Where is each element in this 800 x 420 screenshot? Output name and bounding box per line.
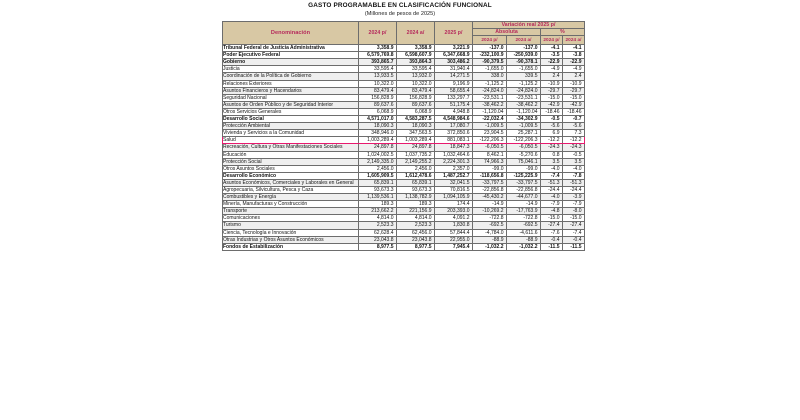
cell-2025p: 4,091.2	[435, 215, 473, 222]
cell-2024p: 18,090.3	[359, 123, 397, 130]
cell-abs-2024p: -118,656.8	[473, 172, 507, 179]
cell-pct-2024p: -4.9	[541, 66, 563, 73]
cell-abs-2024p: -1,032.2	[473, 243, 507, 250]
row-label: Gobierno	[223, 59, 359, 66]
cell-abs-2024a: -24,824.0	[507, 87, 541, 94]
cell-2024p: 348,946.0	[359, 130, 397, 137]
header-denominacion: Denominación	[223, 22, 359, 45]
cell-2025p: 58,655.4	[435, 87, 473, 94]
cell-pct-2024a: -8.0	[563, 208, 585, 215]
row-label: Relaciones Exteriores	[223, 80, 359, 87]
cell-2024a: 1,003,289.4	[397, 137, 435, 144]
cell-pct-2024p: -24.4	[541, 186, 563, 193]
cell-abs-2024a: 75,046.1	[507, 158, 541, 165]
cell-2025p: 9,196.9	[435, 80, 473, 87]
cell-pct-2024p: 3.5	[541, 158, 563, 165]
cell-pct-2024a: -42.9	[563, 101, 585, 108]
cell-2024a: 4,583,287.5	[397, 116, 435, 123]
cell-2024p: 10,322.0	[359, 80, 397, 87]
cell-abs-2024p: -14.9	[473, 201, 507, 208]
cell-2025p: 51,175.4	[435, 101, 473, 108]
cell-2024p: 33,595.4	[359, 66, 397, 73]
cell-2024a: 1,612,478.6	[397, 172, 435, 179]
cell-pct-2024a: -24.3	[563, 144, 585, 151]
cell-pct-2024a: -0.4	[563, 236, 585, 243]
cell-pct-2024a: 2.4	[563, 73, 585, 80]
cell-2024p: 1,605,909.5	[359, 172, 397, 179]
cell-2025p: 57,844.4	[435, 229, 473, 236]
table-body	[223, 45, 585, 251]
cell-pct-2024p: -0.4	[541, 236, 563, 243]
cell-2024a: 189.3	[397, 201, 435, 208]
row-label: Tribunal Federal de Justicia Administrativa	[223, 45, 359, 52]
cell-pct-2024p: -42.9	[541, 101, 563, 108]
cell-2025p: 31,940.4	[435, 66, 473, 73]
cell-abs-2024a: -22,856.8	[507, 186, 541, 193]
cell-2024a: 65,839.1	[397, 179, 435, 186]
row-label: Asuntos de Orden Público y de Seguridad Interior	[223, 101, 359, 108]
table-row[interactable]	[223, 144, 585, 151]
table-row[interactable]	[223, 201, 585, 208]
header-abs-2024a: 2024 a/	[507, 36, 541, 45]
cell-pct-2024a: -4.9	[563, 66, 585, 73]
cell-2024p: 1,024,002.5	[359, 151, 397, 158]
cell-pct-2024a: -3.8	[563, 52, 585, 59]
cell-abs-2024a: -6,050.5	[507, 144, 541, 151]
cell-pct-2024a: -7.8	[563, 172, 585, 179]
cell-abs-2024p: -232,100.9	[473, 52, 507, 59]
cell-abs-2024a: -4,611.6	[507, 229, 541, 236]
cell-pct-2024p: -7.9	[541, 201, 563, 208]
row-label: Otros Asuntos Sociales	[223, 165, 359, 172]
cell-2025p: 372,850.6	[435, 130, 473, 137]
cell-2025p: 1,830.8	[435, 222, 473, 229]
cell-pct-2024p: -18.46	[541, 108, 563, 115]
cell-2024p: 23,043.8	[359, 236, 397, 243]
table-row[interactable]	[223, 243, 585, 250]
cell-2024p: 393,865.7	[359, 59, 397, 66]
cell-abs-2024p: -99.0	[473, 165, 507, 172]
cell-2025p: 133,297.7	[435, 94, 473, 101]
cell-pct-2024p: 2.4	[541, 73, 563, 80]
table-row[interactable]	[223, 59, 585, 66]
row-label: Recreación, Cultura y Otras Manifestaciones Sociales	[223, 144, 359, 151]
cell-pct-2024p: -15.0	[541, 215, 563, 222]
row-label: Combustibles y Energía	[223, 194, 359, 201]
cell-pct-2024p: -15.0	[541, 94, 563, 101]
cell-2024a: 156,828.9	[397, 94, 435, 101]
cell-abs-2024a: -17,763.9	[507, 208, 541, 215]
table-row[interactable]	[223, 73, 585, 80]
cell-abs-2024p: -122,206.3	[473, 137, 507, 144]
cell-2024a: 221,156.9	[397, 208, 435, 215]
cell-abs-2024p: -23,531.1	[473, 94, 507, 101]
cell-2024p: 2,523.3	[359, 222, 397, 229]
cell-pct-2024a: -27.4	[563, 222, 585, 229]
cell-2025p: 22,955.0	[435, 236, 473, 243]
cell-2024p: 3,358.9	[359, 45, 397, 52]
cell-abs-2024p: -6,050.5	[473, 144, 507, 151]
cell-2024a: 2,523.3	[397, 222, 435, 229]
cell-2024p: 2,456.0	[359, 165, 397, 172]
table-row[interactable]	[223, 165, 585, 172]
cell-2024p: 1,139,536.1	[359, 194, 397, 201]
cell-2025p: 881,083.1	[435, 137, 473, 144]
row-label: Minería, Manufacturas y Construcción	[223, 201, 359, 208]
cell-2024p: 6,068.9	[359, 108, 397, 115]
cell-abs-2024p: -22,032.4	[473, 116, 507, 123]
table-row[interactable]	[223, 222, 585, 229]
cell-pct-2024a: -3.9	[563, 194, 585, 201]
cell-2024p: 62,628.4	[359, 229, 397, 236]
cell-abs-2024a: -722.8	[507, 215, 541, 222]
cell-2025p: 4,948.8	[435, 108, 473, 115]
table-row[interactable]	[223, 80, 585, 87]
cell-pct-2024a: -10.9	[563, 80, 585, 87]
table-row[interactable]	[223, 186, 585, 193]
cell-pct-2024a: -15.0	[563, 215, 585, 222]
cell-pct-2024a: -0.5	[563, 151, 585, 158]
cell-2025p: 2,224,301.3	[435, 158, 473, 165]
table-row[interactable]	[223, 137, 585, 144]
cell-pct-2024a: -4.1	[563, 45, 585, 52]
table-header	[223, 22, 585, 45]
table-row[interactable]	[223, 108, 585, 115]
table-row[interactable]	[223, 215, 585, 222]
cell-2024p: 4,814.0	[359, 215, 397, 222]
table-row[interactable]	[223, 236, 585, 243]
cell-2024p: 83,479.4	[359, 87, 397, 94]
cell-2024a: 83,479.4	[397, 87, 435, 94]
cell-pct-2024a: -0.7	[563, 116, 585, 123]
cell-pct-2024a: -15.0	[563, 94, 585, 101]
cell-2024p: 89,637.6	[359, 101, 397, 108]
row-label: Coordinación de la Política de Gobierno	[223, 73, 359, 80]
cell-2024a: 1,138,782.9	[397, 194, 435, 201]
cell-2024a: 1,037,735.2	[397, 151, 435, 158]
cell-abs-2024a: 25,287.1	[507, 130, 541, 137]
row-label: Justicia	[223, 66, 359, 73]
cell-abs-2024p: -33,797.5	[473, 179, 507, 186]
cell-pct-2024a: -7.4	[563, 229, 585, 236]
row-label: Ciencia, Tecnología e Innovación	[223, 229, 359, 236]
table-row[interactable]	[223, 45, 585, 52]
cell-pct-2024p: -7.6	[541, 229, 563, 236]
cell-2024a: 2,456.0	[397, 165, 435, 172]
cell-2025p: 3,221.9	[435, 45, 473, 52]
cell-abs-2024a: -1,032.2	[507, 243, 541, 250]
cell-2025p: 1,094,105.9	[435, 194, 473, 201]
cell-2024p: 65,839.1	[359, 179, 397, 186]
table-row[interactable]	[223, 116, 585, 123]
cell-abs-2024p: -22,856.8	[473, 186, 507, 193]
cell-pct-2024p: -4.1	[541, 45, 563, 52]
cell-pct-2024p: -7.4	[541, 172, 563, 179]
cell-abs-2024a: -99.0	[507, 165, 541, 172]
cell-2024a: 18,090.3	[397, 123, 435, 130]
functional-expenditure-table	[222, 21, 585, 251]
cell-pct-2024p: -27.4	[541, 222, 563, 229]
cell-abs-2024a: -90,378.1	[507, 59, 541, 66]
table-row[interactable]	[223, 194, 585, 201]
cell-2025p: 174.4	[435, 201, 473, 208]
cell-2024a: 393,864.3	[397, 59, 435, 66]
table-container	[222, 21, 584, 251]
cell-2024a: 62,456.0	[397, 229, 435, 236]
cell-abs-2024p: -45,430.2	[473, 194, 507, 201]
cell-2025p: 1,487,252.7	[435, 172, 473, 179]
cell-2024p: 156,828.9	[359, 94, 397, 101]
cell-pct-2024a: -24.4	[563, 186, 585, 193]
cell-pct-2024p: -4.0	[541, 165, 563, 172]
cell-2025p: 303,486.2	[435, 59, 473, 66]
cell-abs-2024p: -10,269.2	[473, 208, 507, 215]
cell-pct-2024p: -10.9	[541, 80, 563, 87]
table-row[interactable]	[223, 172, 585, 179]
cell-abs-2024p: 8,462.1	[473, 151, 507, 158]
row-label: Asuntos Financieros y Hacendarios	[223, 87, 359, 94]
cell-pct-2024a: 3.5	[563, 158, 585, 165]
table-row[interactable]	[223, 229, 585, 236]
cell-2024a: 347,563.5	[397, 130, 435, 137]
cell-pct-2024a: -7.9	[563, 201, 585, 208]
cell-abs-2024p: 74,966.3	[473, 158, 507, 165]
cell-pct-2024a: -51.3	[563, 179, 585, 186]
row-label: Protección Social	[223, 158, 359, 165]
cell-pct-2024p: -12.2	[541, 137, 563, 144]
cell-2024a: 33,595.4	[397, 66, 435, 73]
cell-2024a: 89,637.6	[397, 101, 435, 108]
row-label: Desarrollo Económico	[223, 172, 359, 179]
page-title: GASTO PROGRAMABLE EN CLASIFICACIÓN FUNCIONAL	[308, 2, 492, 9]
cell-abs-2024a: -38,462.2	[507, 101, 541, 108]
row-label: Educación	[223, 151, 359, 158]
cell-2025p: 2,357.0	[435, 165, 473, 172]
cell-2024a: 24,897.8	[397, 144, 435, 151]
row-label: Asuntos Económicos, Comerciales y Laborales en General	[223, 179, 359, 186]
cell-abs-2024a: -250,939.0	[507, 52, 541, 59]
row-label: Seguridad Nacional	[223, 94, 359, 101]
row-label: Desarrollo Social	[223, 116, 359, 123]
cell-abs-2024a: -122,206.3	[507, 137, 541, 144]
table-row[interactable]	[223, 123, 585, 130]
cell-abs-2024a: -88.9	[507, 236, 541, 243]
row-label: Transporte	[223, 208, 359, 215]
cell-abs-2024p: -1,009.5	[473, 123, 507, 130]
cell-pct-2024a: -11.5	[563, 243, 585, 250]
cell-2024p: 6,579,769.8	[359, 52, 397, 59]
table-row[interactable]	[223, 87, 585, 94]
cell-abs-2024p: 338.0	[473, 73, 507, 80]
row-label: Comunicaciones	[223, 215, 359, 222]
cell-2024p: 24,897.8	[359, 144, 397, 151]
cell-abs-2024a: -44,677.0	[507, 194, 541, 201]
cell-2024a: 10,322.0	[397, 80, 435, 87]
cell-abs-2024a: -692.5	[507, 222, 541, 229]
cell-2024p: 189.3	[359, 201, 397, 208]
header-absoluta: Absoluta	[473, 29, 541, 36]
header-abs-2024p: 2024 p/	[473, 36, 507, 45]
cell-abs-2024a: -1,125.2	[507, 80, 541, 87]
cell-2024p: 1,003,289.4	[359, 137, 397, 144]
cell-2025p: 6,347,668.9	[435, 52, 473, 59]
header-variacion-group: Variación real 2025 p/	[473, 22, 585, 29]
row-label: Salud	[223, 137, 359, 144]
cell-2025p: 7,945.4	[435, 243, 473, 250]
row-label: Otras Industrias y Otros Asuntos Económicos	[223, 236, 359, 243]
cell-2024a: 4,814.0	[397, 215, 435, 222]
cell-2025p: 1,032,464.6	[435, 151, 473, 158]
row-label: Agropecuaria, Silvicultura, Pesca y Caza	[223, 186, 359, 193]
cell-2024a: 13,932.0	[397, 73, 435, 80]
cell-2025p: 70,816.5	[435, 186, 473, 193]
page-subtitle: (Millones de pesos de 2025)	[364, 11, 436, 17]
cell-abs-2024p: -722.8	[473, 215, 507, 222]
header-porcentaje: %	[541, 29, 585, 36]
cell-2025p: 4,548,984.6	[435, 116, 473, 123]
table-row[interactable]	[223, 179, 585, 186]
cell-2025p: 32,041.5	[435, 179, 473, 186]
cell-2024a: 2,149,255.2	[397, 158, 435, 165]
cell-2024p: 8,977.5	[359, 243, 397, 250]
header-pct-2024p: 2024 p/	[541, 36, 563, 45]
cell-2025p: 203,393.0	[435, 208, 473, 215]
cell-2024a: 8,977.5	[397, 243, 435, 250]
cell-pct-2024a: -12.2	[563, 137, 585, 144]
cell-pct-2024p: -51.3	[541, 179, 563, 186]
cell-pct-2024p: -5.6	[541, 123, 563, 130]
row-label: Otros Servicios Generales	[223, 108, 359, 115]
row-label: Turismo	[223, 222, 359, 229]
table-row[interactable]	[223, 66, 585, 73]
cell-abs-2024p: -4,784.0	[473, 229, 507, 236]
cell-pct-2024a: -22.9	[563, 59, 585, 66]
title-block	[215, 2, 585, 18]
cell-2025p: 17,080.7	[435, 123, 473, 130]
cell-abs-2024p: -137.0	[473, 45, 507, 52]
cell-pct-2024p: -24.3	[541, 144, 563, 151]
cell-abs-2024a: -137.0	[507, 45, 541, 52]
header-pct-2024a: 2024 a/	[563, 36, 585, 45]
cell-pct-2024a: -18.46	[563, 108, 585, 115]
cell-abs-2024a: -14.9	[507, 201, 541, 208]
cell-2024p: 13,933.5	[359, 73, 397, 80]
cell-2024a: 93,673.3	[397, 186, 435, 193]
cell-2024p: 2,149,335.0	[359, 158, 397, 165]
table-row[interactable]	[223, 158, 585, 165]
header-row-1	[223, 22, 585, 29]
cell-abs-2024p: -88.9	[473, 236, 507, 243]
cell-abs-2024p: -24,824.0	[473, 87, 507, 94]
header-2024p: 2024 p/	[359, 22, 397, 45]
row-label: Fondos de Estabilización	[223, 243, 359, 250]
row-label: Poder Ejecutivo Federal	[223, 52, 359, 59]
cell-2024p: 93,673.3	[359, 186, 397, 193]
cell-abs-2024a: -5,270.6	[507, 151, 541, 158]
cell-abs-2024a: -125,225.9	[507, 172, 541, 179]
header-2025p: 2025 p/	[435, 22, 473, 45]
table-row[interactable]	[223, 52, 585, 59]
cell-abs-2024a: -1,009.5	[507, 123, 541, 130]
cell-2024a: 23,043.8	[397, 236, 435, 243]
cell-abs-2024p: 23,904.5	[473, 130, 507, 137]
cell-abs-2024a: -33,797.5	[507, 179, 541, 186]
cell-abs-2024p: -1,125.2	[473, 80, 507, 87]
cell-pct-2024a: -4.0	[563, 165, 585, 172]
table-row[interactable]	[223, 94, 585, 101]
table-row[interactable]	[223, 101, 585, 108]
cell-pct-2024a: 7.3	[563, 130, 585, 137]
cell-2025p: 14,271.5	[435, 73, 473, 80]
cell-pct-2024p: -22.9	[541, 59, 563, 66]
cell-abs-2024p: -38,462.2	[473, 101, 507, 108]
cell-pct-2024p: -29.7	[541, 87, 563, 94]
cell-pct-2024p: -3.5	[541, 52, 563, 59]
cell-2024a: 6,068.9	[397, 108, 435, 115]
cell-abs-2024p: -90,379.5	[473, 59, 507, 66]
cell-2024p: 213,662.2	[359, 208, 397, 215]
row-label: Vivienda y Servicios a la Comunidad	[223, 130, 359, 137]
cell-pct-2024p: -4.0	[541, 194, 563, 201]
row-label: Protección Ambiental	[223, 123, 359, 130]
cell-2024p: 4,571,017.0	[359, 116, 397, 123]
cell-abs-2024p: -1,655.0	[473, 66, 507, 73]
cell-pct-2024a: -5.6	[563, 123, 585, 130]
cell-pct-2024p: 6.9	[541, 130, 563, 137]
header-2024a: 2024 a/	[397, 22, 435, 45]
cell-abs-2024a: -1,120.04	[507, 108, 541, 115]
table-row[interactable]	[223, 130, 585, 137]
cell-2024a: 6,598,607.9	[397, 52, 435, 59]
table-row[interactable]	[223, 208, 585, 215]
cell-pct-2024a: -29.7	[563, 87, 585, 94]
cell-abs-2024a: -34,302.9	[507, 116, 541, 123]
cell-2024a: 3,358.9	[397, 45, 435, 52]
table-row[interactable]	[223, 151, 585, 158]
cell-pct-2024p: -4.8	[541, 208, 563, 215]
cell-pct-2024p: -0.5	[541, 116, 563, 123]
cell-abs-2024a: 339.5	[507, 73, 541, 80]
cell-pct-2024p: -11.5	[541, 243, 563, 250]
cell-abs-2024a: -23,531.1	[507, 94, 541, 101]
cell-pct-2024p: 0.8	[541, 151, 563, 158]
cell-2025p: 18,847.3	[435, 144, 473, 151]
cell-abs-2024p: -692.5	[473, 222, 507, 229]
cell-abs-2024a: -1,655.0	[507, 66, 541, 73]
cell-abs-2024p: -1,120.04	[473, 108, 507, 115]
